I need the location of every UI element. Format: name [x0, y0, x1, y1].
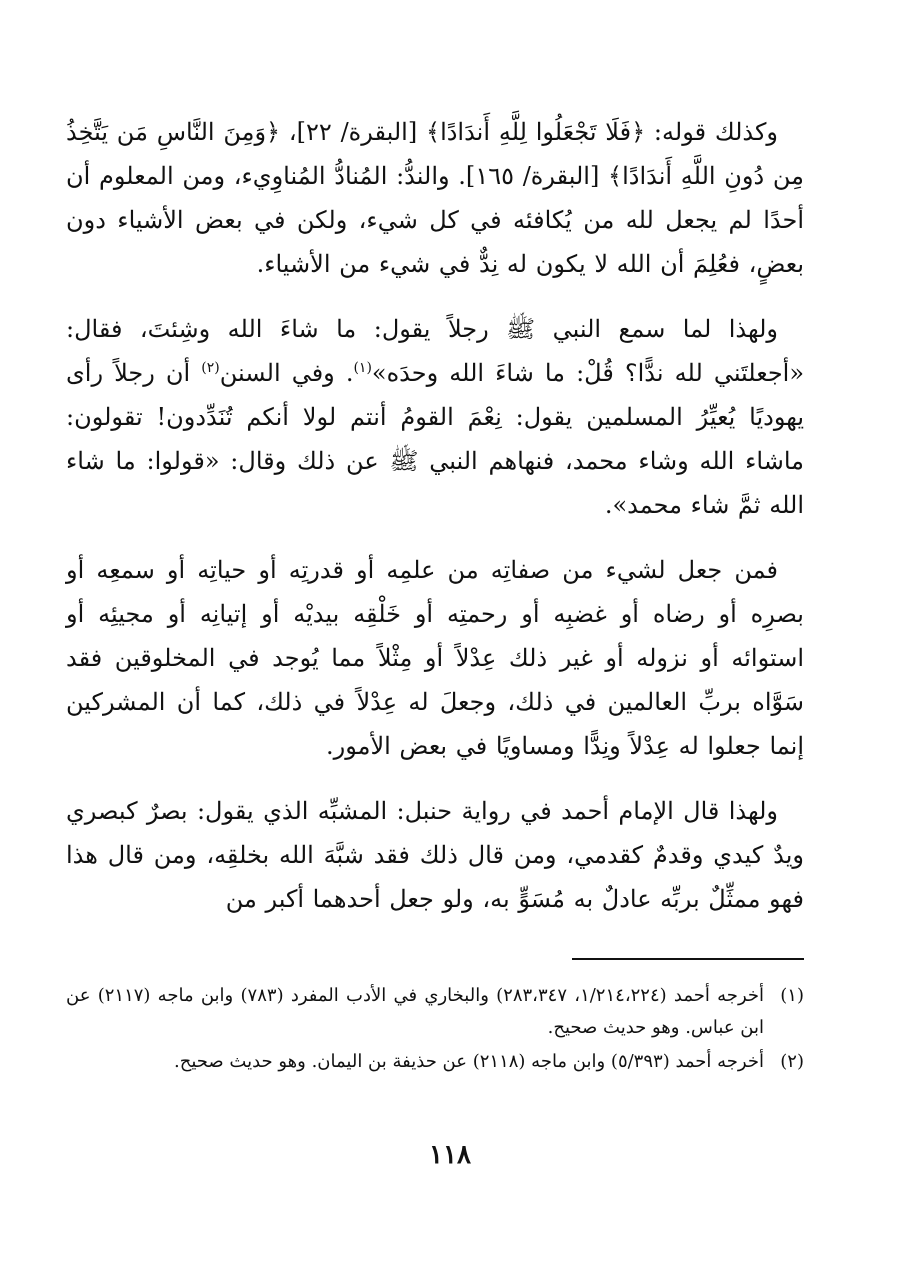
footnote-2-text: أخرجه أحمد (٥/٣٩٣) وابن ماجه (٢١١٨) عن حذيفة بن اليمان. وهو حديث صحيح. [174, 1051, 764, 1072]
paragraph-2-part-2: . وفي السنن [219, 359, 354, 387]
main-text [66, 110, 804, 942]
paragraph-3: فمن جعل لشيء من صفاتِه من علمِه أو قدرتِه أو حياتِه أو سمعِه أو بصرِه أو رضاه أو غضبِه أو رحمتِه أو خَلْقِه بيديْه أو إتيانِه أو مجيئِه أو استوائه أو نزوله أو غير ذلك عِدْلاً أو مِثْلاً مما يُوجد في المخلوقين فقد سَوَّاه بربِّ العالمين في ذلك، وجعلَ له عِدْلاً في ذلك، كما أن المشركين إنما جعلوا له عِدْلاً ونِدًّا ومساويًا في بعض الأمور. [66, 556, 804, 760]
footnote-1 [66, 980, 804, 1044]
page-number: ١١٨ [429, 1140, 471, 1170]
footnote-2 [66, 1046, 804, 1078]
footnote-ref-2: (٢) [201, 360, 220, 376]
footnote-separator [572, 958, 804, 960]
paragraph-2-part-1: ولهذا لما سمع النبي ﷺ رجلاً يقول: ما شاءَ الله وشِئتَ، فقال: «أجعلتَني لله ندًّا؟ قُلْ: ما شاءَ الله وحدَه» [66, 315, 805, 387]
paragraph-2 [66, 307, 804, 527]
footnote-1-number: (١) [780, 985, 804, 1006]
footnotes [66, 980, 804, 1080]
paragraph-2-part-3: أن رجلاً رأى يهوديًا يُعيِّرُ المسلمين يقول: نِعْمَ القومُ أنتم لولا أنكم تُنَدِّدون! تقولون: ماشاء الله وشاء محمد، فنهاهم النبي ﷺ عن ذلك وقال: «قولوا: ما شاء الله ثمَّ شاء محمد». [66, 359, 804, 519]
footnote-1-text: أخرجه أحمد (١/٢١٤،٢٢٤، ٢٨٣،٣٤٧) والبخاري في الأدب المفرد (٧٨٣) وابن ماجه (٢١١٧) عن ابن عباس. وهو حديث صحيح. [66, 985, 764, 1038]
footnote-2-number: (٢) [780, 1051, 804, 1072]
paragraph-4: ولهذا قال الإمام أحمد في رواية حنبل: المشبِّه الذي يقول: بصرٌ كبصري ويدٌ كيدي وقدمٌ كقدمي، ومن قال ذلك فقد شبَّهَ الله بخلقِه، ومن قال هذا فهو ممثِّلٌ بربِّه عادلٌ به مُسَوٍّ به، ولو جعل أحدهما أكبر من [66, 797, 805, 913]
footnote-ref-1: (١) [353, 360, 372, 376]
paragraph-1: وكذلك قوله: ﴿فَلَا تَجْعَلُوا لِلَّهِ أَندَادًا﴾ [البقرة/ ٢٢]، ﴿وَمِنَ النَّاسِ مَن يَتَّخِذُ مِن دُونِ اللَّهِ أَندَادًا﴾ [البقرة/ ١٦٥]. والندُّ: المُنادُّ المُناوِيء، ومن المعلوم أن أحدًا لم يجعل لله من يُكافئه في كل شيء، ولكن في بعض الأشياء دون بعضٍ، فعُلِمَ أن الله لا يكون له نِدٌّ في شيء من الأشياء. [66, 118, 805, 278]
